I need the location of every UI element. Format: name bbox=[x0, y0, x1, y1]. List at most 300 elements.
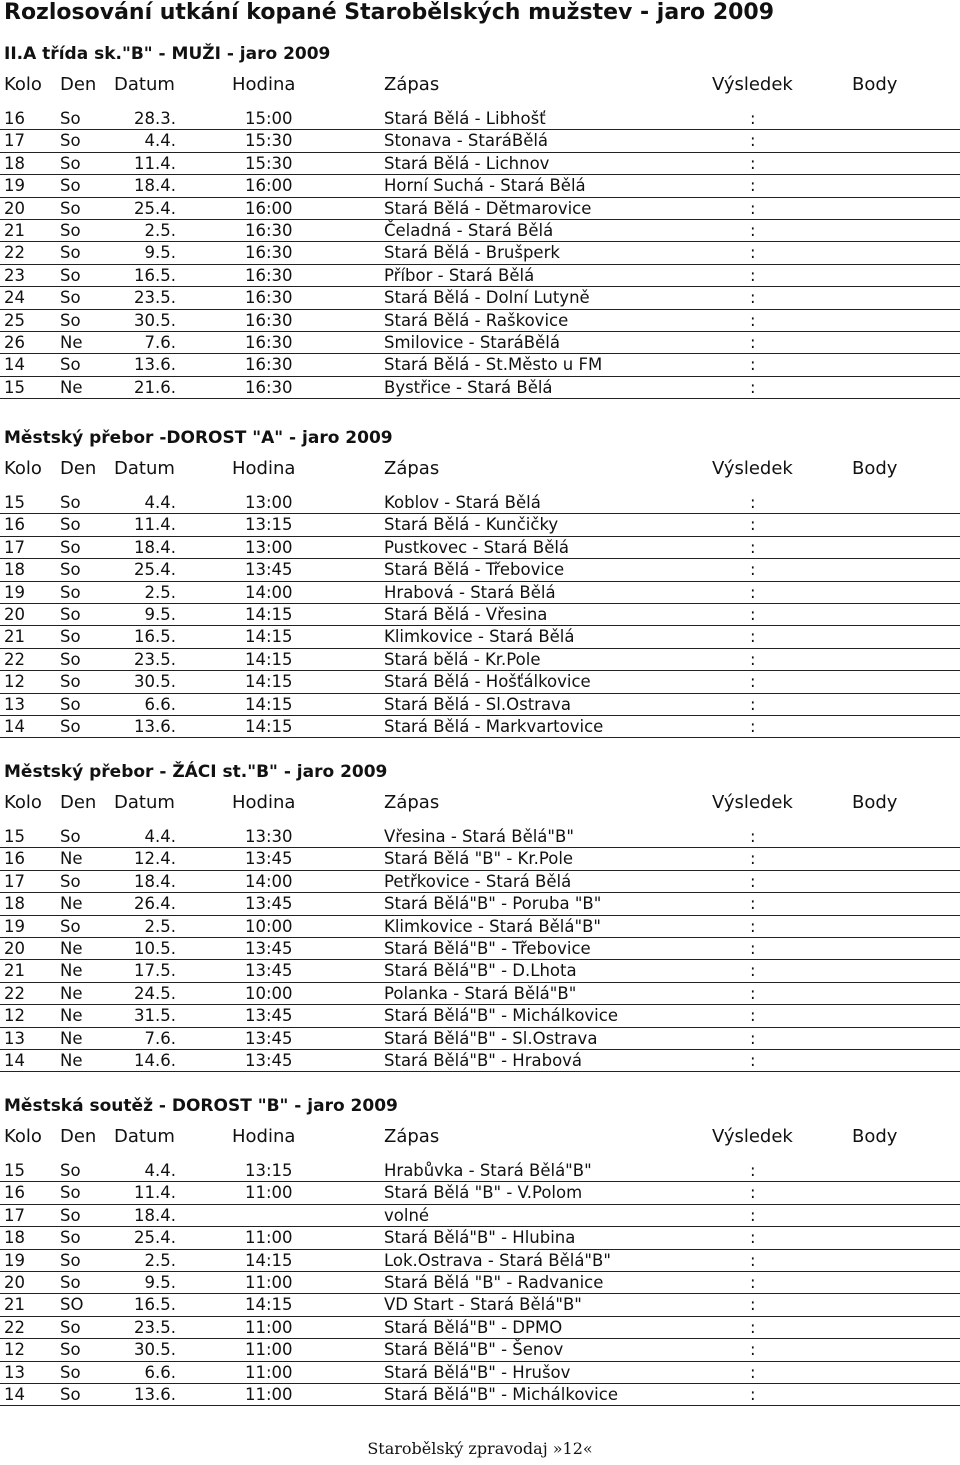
cell-kolo: 18 bbox=[4, 1228, 25, 1248]
cell-den: So bbox=[60, 1250, 81, 1270]
cell-kolo: 12 bbox=[4, 672, 25, 692]
cell-den: So bbox=[60, 310, 81, 330]
table-row bbox=[0, 1339, 960, 1361]
cell-den: Ne bbox=[60, 1006, 83, 1026]
cell-den: So bbox=[60, 560, 81, 580]
cell-zapas: Stará Bělá "B" - V.Polom bbox=[384, 1183, 583, 1203]
header-zapas: Zápas bbox=[384, 792, 440, 813]
cell-zapas: Stará Bělá - Libhošť bbox=[384, 109, 546, 128]
cell-kolo: 16 bbox=[4, 849, 25, 869]
schedule-section bbox=[0, 38, 960, 399]
cell-den: So bbox=[60, 1161, 81, 1180]
cell-zapas: Bystřice - Stará Bělá bbox=[384, 377, 553, 397]
cell-vysledek: : bbox=[750, 1250, 756, 1270]
cell-den: So bbox=[60, 1205, 81, 1225]
cell-den: So bbox=[60, 176, 81, 196]
cell-datum: 9.5. bbox=[144, 243, 176, 263]
table-row bbox=[0, 871, 960, 893]
cell-vysledek: : bbox=[750, 131, 756, 151]
header-gap bbox=[0, 818, 960, 826]
header-zapas: Zápas bbox=[384, 74, 440, 95]
cell-vysledek: : bbox=[750, 1006, 756, 1026]
cell-datum: 18.4. bbox=[134, 176, 176, 196]
header-hodina: Hodina bbox=[232, 458, 296, 479]
table-row bbox=[0, 1028, 960, 1050]
table-row bbox=[0, 287, 960, 309]
cell-zapas: Stará Bělá - Dětmarovice bbox=[384, 198, 592, 218]
header-vysledek: Výsledek bbox=[712, 458, 793, 479]
cell-vysledek: : bbox=[750, 1295, 756, 1315]
cell-datum: 4.4. bbox=[144, 1161, 176, 1180]
cell-hodina: 11:00 bbox=[245, 1362, 293, 1382]
table-row bbox=[0, 671, 960, 693]
cell-datum: 14.6. bbox=[134, 1050, 176, 1070]
cell-den: So bbox=[60, 694, 81, 714]
cell-datum: 25.4. bbox=[134, 1228, 176, 1248]
cell-kolo: 26 bbox=[4, 332, 25, 352]
cell-hodina: 13:15 bbox=[245, 515, 293, 535]
cell-vysledek: : bbox=[750, 332, 756, 352]
cell-datum: 18.4. bbox=[134, 537, 176, 557]
table-row bbox=[0, 916, 960, 938]
table-row bbox=[0, 220, 960, 242]
table-row bbox=[0, 242, 960, 264]
cell-hodina: 13:45 bbox=[245, 1028, 293, 1048]
cell-vysledek: : bbox=[750, 672, 756, 692]
cell-zapas: Klimkovice - Stará Bělá bbox=[384, 627, 575, 647]
cell-vysledek: : bbox=[750, 493, 756, 512]
cell-den: So bbox=[60, 827, 81, 846]
table-row bbox=[0, 893, 960, 915]
header-body: Body bbox=[852, 458, 898, 479]
cell-den: So bbox=[60, 131, 81, 151]
cell-hodina: 15:00 bbox=[245, 109, 293, 128]
header-hodina: Hodina bbox=[232, 1126, 296, 1147]
cell-hodina: 13:45 bbox=[245, 894, 293, 914]
cell-den: So bbox=[60, 916, 81, 936]
table-row bbox=[0, 1294, 960, 1316]
cell-hodina: 14:00 bbox=[245, 871, 293, 891]
cell-vysledek: : bbox=[750, 871, 756, 891]
cell-vysledek: : bbox=[750, 582, 756, 602]
cell-kolo: 13 bbox=[4, 694, 25, 714]
table-row bbox=[0, 514, 960, 536]
cell-vysledek: : bbox=[750, 1317, 756, 1337]
table-row bbox=[0, 265, 960, 287]
schedule-section bbox=[0, 1090, 960, 1406]
cell-vysledek: : bbox=[750, 649, 756, 669]
cell-datum: 18.4. bbox=[134, 1205, 176, 1225]
cell-kolo: 12 bbox=[4, 1006, 25, 1026]
cell-datum: 2.5. bbox=[144, 916, 176, 936]
cell-datum: 10.5. bbox=[134, 938, 176, 958]
header-body: Body bbox=[852, 74, 898, 95]
cell-vysledek: : bbox=[750, 288, 756, 308]
cell-hodina: 13:45 bbox=[245, 560, 293, 580]
header-gap bbox=[0, 1152, 960, 1160]
cell-datum: 13.6. bbox=[134, 1384, 176, 1404]
cell-datum: 24.5. bbox=[134, 983, 176, 1003]
cell-datum: 16.5. bbox=[134, 265, 176, 285]
cell-zapas: Stará Bělá"B" - Michálkovice bbox=[384, 1384, 618, 1404]
table-row bbox=[0, 1050, 960, 1072]
table-row bbox=[0, 377, 960, 399]
cell-vysledek: : bbox=[750, 1161, 756, 1180]
header-kolo: Kolo bbox=[4, 792, 42, 813]
schedule-section bbox=[0, 756, 960, 1072]
cell-kolo: 19 bbox=[4, 582, 25, 602]
cell-den: So bbox=[60, 198, 81, 218]
cell-zapas: Stará Bělá - Raškovice bbox=[384, 310, 569, 330]
header-kolo: Kolo bbox=[4, 1126, 42, 1147]
cell-datum: 12.4. bbox=[134, 849, 176, 869]
table-row bbox=[0, 694, 960, 716]
cell-vysledek: : bbox=[750, 515, 756, 535]
cell-datum: 6.6. bbox=[144, 694, 176, 714]
cell-zapas: Stará Bělá "B" - Radvanice bbox=[384, 1272, 604, 1292]
cell-kolo: 15 bbox=[4, 1161, 25, 1180]
cell-zapas: Hrabůvka - Stará Bělá"B" bbox=[384, 1161, 592, 1180]
header-kolo: Kolo bbox=[4, 74, 42, 95]
cell-den: So bbox=[60, 537, 81, 557]
cell-den: So bbox=[60, 716, 81, 736]
cell-hodina: 13:15 bbox=[245, 1161, 293, 1180]
cell-zapas: volné bbox=[384, 1205, 430, 1225]
cell-hodina: 14:15 bbox=[245, 716, 293, 736]
cell-datum: 7.6. bbox=[144, 1028, 176, 1048]
cell-kolo: 15 bbox=[4, 377, 25, 397]
schedule-section bbox=[0, 422, 960, 738]
cell-vysledek: : bbox=[750, 849, 756, 869]
cell-hodina: 11:00 bbox=[245, 1340, 293, 1360]
cell-zapas: Lok.Ostrava - Stará Bělá"B" bbox=[384, 1250, 611, 1270]
cell-vysledek: : bbox=[750, 1340, 756, 1360]
cell-vysledek: : bbox=[750, 537, 756, 557]
cell-vysledek: : bbox=[750, 310, 756, 330]
cell-hodina: 14:15 bbox=[245, 604, 293, 624]
cell-den: Ne bbox=[60, 1028, 83, 1048]
cell-datum: 6.6. bbox=[144, 1362, 176, 1382]
cell-den: Ne bbox=[60, 1050, 83, 1070]
cell-datum: 4.4. bbox=[144, 131, 176, 151]
cell-kolo: 15 bbox=[4, 493, 25, 512]
table-row bbox=[0, 310, 960, 332]
cell-vysledek: : bbox=[750, 1384, 756, 1404]
cell-kolo: 15 bbox=[4, 827, 25, 846]
cell-hodina: 16:30 bbox=[245, 377, 293, 397]
cell-zapas: Stará Bělá - Hošťálkovice bbox=[384, 672, 591, 692]
cell-kolo: 20 bbox=[4, 938, 25, 958]
table-row bbox=[0, 716, 960, 738]
cell-zapas: Stará Bělá"B" - D.Lhota bbox=[384, 961, 577, 981]
header-datum: Datum bbox=[114, 458, 175, 479]
header-den: Den bbox=[60, 1126, 97, 1147]
cell-den: So bbox=[60, 355, 81, 375]
cell-hodina: 15:30 bbox=[245, 153, 293, 173]
cell-kolo: 23 bbox=[4, 265, 25, 285]
cell-zapas: Stará Bělá "B" - Kr.Pole bbox=[384, 849, 574, 869]
cell-zapas: VD Start - Stará Bělá"B" bbox=[384, 1295, 582, 1315]
cell-vysledek: : bbox=[750, 243, 756, 263]
cell-den: So bbox=[60, 265, 81, 285]
cell-den: So bbox=[60, 109, 81, 128]
cell-kolo: 25 bbox=[4, 310, 25, 330]
cell-kolo: 18 bbox=[4, 560, 25, 580]
cell-kolo: 19 bbox=[4, 916, 25, 936]
cell-den: So bbox=[60, 871, 81, 891]
cell-hodina: 11:00 bbox=[245, 1384, 293, 1404]
cell-kolo: 22 bbox=[4, 649, 25, 669]
cell-zapas: Polanka - Stará Bělá"B" bbox=[384, 983, 577, 1003]
cell-kolo: 17 bbox=[4, 871, 25, 891]
cell-vysledek: : bbox=[750, 1205, 756, 1225]
cell-den: So bbox=[60, 604, 81, 624]
cell-datum: 4.4. bbox=[144, 827, 176, 846]
cell-hodina: 13:00 bbox=[245, 493, 293, 512]
cell-hodina: 14:15 bbox=[245, 694, 293, 714]
table-row bbox=[0, 130, 960, 152]
cell-vysledek: : bbox=[750, 1028, 756, 1048]
cell-hodina: 13:45 bbox=[245, 961, 293, 981]
header-zapas: Zápas bbox=[384, 1126, 440, 1147]
cell-vysledek: : bbox=[750, 1362, 756, 1382]
cell-kolo: 21 bbox=[4, 1295, 25, 1315]
cell-kolo: 22 bbox=[4, 1317, 25, 1337]
cell-den: So bbox=[60, 153, 81, 173]
header-hodina: Hodina bbox=[232, 74, 296, 95]
cell-datum: 16.5. bbox=[134, 627, 176, 647]
cell-kolo: 24 bbox=[4, 288, 25, 308]
cell-kolo: 16 bbox=[4, 515, 25, 535]
cell-den: So bbox=[60, 1272, 81, 1292]
cell-datum: 13.6. bbox=[134, 355, 176, 375]
cell-datum: 11.4. bbox=[134, 153, 176, 173]
table-row bbox=[0, 582, 960, 604]
cell-vysledek: : bbox=[750, 176, 756, 196]
cell-zapas: Stará Bělá - Lichnov bbox=[384, 153, 550, 173]
cell-zapas: Smilovice - StaráBělá bbox=[384, 332, 560, 352]
cell-den: So bbox=[60, 582, 81, 602]
cell-den: Ne bbox=[60, 894, 83, 914]
cell-zapas: Pustkovec - Stará Bělá bbox=[384, 537, 570, 557]
header-den: Den bbox=[60, 792, 97, 813]
cell-zapas: Stará Bělá"B" - Hrabová bbox=[384, 1050, 583, 1070]
header-den: Den bbox=[60, 74, 97, 95]
cell-den: So bbox=[60, 515, 81, 535]
cell-kolo: 17 bbox=[4, 131, 25, 151]
cell-hodina: 11:00 bbox=[245, 1183, 293, 1203]
table-row bbox=[0, 1005, 960, 1027]
cell-vysledek: : bbox=[750, 983, 756, 1003]
cell-hodina: 14:15 bbox=[245, 627, 293, 647]
cell-zapas: Horní Suchá - Stará Bělá bbox=[384, 176, 586, 196]
table-row bbox=[0, 332, 960, 354]
cell-hodina: 14:15 bbox=[245, 649, 293, 669]
cell-zapas: Stará Bělá - Sl.Ostrava bbox=[384, 694, 571, 714]
header-gap bbox=[0, 100, 960, 108]
cell-zapas: Stará Bělá"B" - Poruba "B" bbox=[384, 894, 602, 914]
table-row bbox=[0, 826, 960, 848]
cell-kolo: 20 bbox=[4, 604, 25, 624]
cell-den: So bbox=[60, 220, 81, 240]
cell-vysledek: : bbox=[750, 627, 756, 647]
cell-hodina: 16:30 bbox=[245, 243, 293, 263]
section-title: Městský přebor -DOROST "A" - jaro 2009 bbox=[4, 428, 393, 448]
cell-den: So bbox=[60, 493, 81, 512]
cell-datum: 23.5. bbox=[134, 649, 176, 669]
cell-zapas: Stará Bělá"B" - Sl.Ostrava bbox=[384, 1028, 598, 1048]
cell-zapas: Stará Bělá - Vřesina bbox=[384, 604, 548, 624]
cell-kolo: 14 bbox=[4, 716, 25, 736]
cell-zapas: Stará Bělá"B" - Třebovice bbox=[384, 938, 591, 958]
cell-den: Ne bbox=[60, 938, 83, 958]
page-footer: Starobělský zpravodaj »12« bbox=[367, 1439, 593, 1458]
cell-kolo: 21 bbox=[4, 627, 25, 647]
cell-vysledek: : bbox=[750, 604, 756, 624]
cell-den: So bbox=[60, 672, 81, 692]
cell-den: So bbox=[60, 649, 81, 669]
cell-zapas: Stará Bělá"B" - Hlubina bbox=[384, 1228, 576, 1248]
table-row bbox=[0, 649, 960, 671]
cell-kolo: 22 bbox=[4, 983, 25, 1003]
cell-kolo: 12 bbox=[4, 1340, 25, 1360]
cell-hodina: 15:30 bbox=[245, 131, 293, 151]
cell-vysledek: : bbox=[750, 560, 756, 580]
cell-den: So bbox=[60, 288, 81, 308]
cell-zapas: Stará bělá - Kr.Pole bbox=[384, 649, 541, 669]
header-vysledek: Výsledek bbox=[712, 74, 793, 95]
table-row bbox=[0, 1227, 960, 1249]
cell-zapas: Klimkovice - Stará Bělá"B" bbox=[384, 916, 601, 936]
cell-den: So bbox=[60, 1340, 81, 1360]
cell-vysledek: : bbox=[750, 694, 756, 714]
cell-zapas: Stará Bělá"B" - DPMO bbox=[384, 1317, 563, 1337]
table-row bbox=[0, 1250, 960, 1272]
cell-datum: 7.6. bbox=[144, 332, 176, 352]
cell-hodina: 13:00 bbox=[245, 537, 293, 557]
cell-den: So bbox=[60, 1183, 81, 1203]
cell-den: Ne bbox=[60, 332, 83, 352]
cell-kolo: 16 bbox=[4, 1183, 25, 1203]
cell-datum: 31.5. bbox=[134, 1006, 176, 1026]
table-row bbox=[0, 108, 960, 130]
cell-hodina: 16:00 bbox=[245, 176, 293, 196]
cell-zapas: Stará Bělá - Brušperk bbox=[384, 243, 560, 263]
cell-den: Ne bbox=[60, 377, 83, 397]
table-row bbox=[0, 1317, 960, 1339]
cell-hodina: 13:45 bbox=[245, 849, 293, 869]
table-row bbox=[0, 559, 960, 581]
cell-vysledek: : bbox=[750, 1050, 756, 1070]
section-title: II.A třída sk."B" - MUŽI - jaro 2009 bbox=[4, 44, 331, 64]
table-header bbox=[0, 788, 960, 818]
cell-vysledek: : bbox=[750, 916, 756, 936]
cell-den: So bbox=[60, 627, 81, 647]
cell-zapas: Stará Bělá - St.Město u FM bbox=[384, 355, 603, 375]
cell-zapas: Stará Bělá"B" - Michálkovice bbox=[384, 1006, 618, 1026]
table-row bbox=[0, 1182, 960, 1204]
cell-hodina: 16:30 bbox=[245, 355, 293, 375]
cell-datum: 25.4. bbox=[134, 560, 176, 580]
table-row bbox=[0, 1160, 960, 1182]
section-title: Městská soutěž - DOROST "B" - jaro 2009 bbox=[4, 1096, 398, 1116]
header-datum: Datum bbox=[114, 74, 175, 95]
cell-zapas: Stará Bělá - Markvartovice bbox=[384, 716, 604, 736]
cell-datum: 4.4. bbox=[144, 493, 176, 512]
cell-datum: 2.5. bbox=[144, 220, 176, 240]
header-zapas: Zápas bbox=[384, 458, 440, 479]
cell-kolo: 18 bbox=[4, 153, 25, 173]
cell-vysledek: : bbox=[750, 153, 756, 173]
cell-vysledek: : bbox=[750, 894, 756, 914]
cell-kolo: 13 bbox=[4, 1028, 25, 1048]
cell-zapas: Stará Bělá - Třebovice bbox=[384, 560, 565, 580]
cell-datum: 23.5. bbox=[134, 288, 176, 308]
cell-zapas: Čeladná - Stará Bělá bbox=[384, 220, 554, 240]
header-den: Den bbox=[60, 458, 97, 479]
cell-hodina: 14:00 bbox=[245, 582, 293, 602]
cell-vysledek: : bbox=[750, 220, 756, 240]
cell-kolo: 19 bbox=[4, 176, 25, 196]
table-row bbox=[0, 1205, 960, 1227]
header-gap bbox=[0, 484, 960, 492]
cell-hodina: 13:45 bbox=[245, 1006, 293, 1026]
cell-datum: 28.3. bbox=[134, 109, 176, 128]
cell-hodina: 16:30 bbox=[245, 265, 293, 285]
cell-zapas: Stonava - StaráBělá bbox=[384, 131, 549, 151]
cell-zapas: Stará Bělá - Dolní Lutyně bbox=[384, 288, 590, 308]
cell-hodina: 13:45 bbox=[245, 938, 293, 958]
cell-kolo: 14 bbox=[4, 1384, 25, 1404]
cell-vysledek: : bbox=[750, 938, 756, 958]
cell-datum: 9.5. bbox=[144, 1272, 176, 1292]
cell-den: Ne bbox=[60, 961, 83, 981]
cell-vysledek: : bbox=[750, 377, 756, 397]
table-row bbox=[0, 175, 960, 197]
cell-den: Ne bbox=[60, 983, 83, 1003]
cell-datum: 30.5. bbox=[134, 1340, 176, 1360]
cell-vysledek: : bbox=[750, 716, 756, 736]
cell-hodina: 10:00 bbox=[245, 983, 293, 1003]
cell-den: So bbox=[60, 1228, 81, 1248]
cell-hodina: 13:45 bbox=[245, 1050, 293, 1070]
cell-kolo: 20 bbox=[4, 1272, 25, 1292]
table-row bbox=[0, 1272, 960, 1294]
cell-vysledek: : bbox=[750, 827, 756, 846]
table-row bbox=[0, 938, 960, 960]
cell-datum: 13.6. bbox=[134, 716, 176, 736]
cell-hodina: 16:30 bbox=[245, 220, 293, 240]
cell-zapas: Koblov - Stará Bělá bbox=[384, 493, 541, 512]
cell-datum: 18.4. bbox=[134, 871, 176, 891]
cell-datum: 25.4. bbox=[134, 198, 176, 218]
header-vysledek: Výsledek bbox=[712, 1126, 793, 1147]
cell-vysledek: : bbox=[750, 1183, 756, 1203]
table-row bbox=[0, 354, 960, 376]
table-row bbox=[0, 537, 960, 559]
cell-kolo: 20 bbox=[4, 198, 25, 218]
cell-datum: 9.5. bbox=[144, 604, 176, 624]
cell-hodina: 11:00 bbox=[245, 1272, 293, 1292]
header-vysledek: Výsledek bbox=[712, 792, 793, 813]
table-row bbox=[0, 983, 960, 1005]
cell-hodina: 14:15 bbox=[245, 1295, 293, 1315]
cell-kolo: 17 bbox=[4, 1205, 25, 1225]
cell-kolo: 16 bbox=[4, 109, 25, 128]
cell-kolo: 21 bbox=[4, 961, 25, 981]
cell-kolo: 19 bbox=[4, 1250, 25, 1270]
cell-kolo: 14 bbox=[4, 1050, 25, 1070]
